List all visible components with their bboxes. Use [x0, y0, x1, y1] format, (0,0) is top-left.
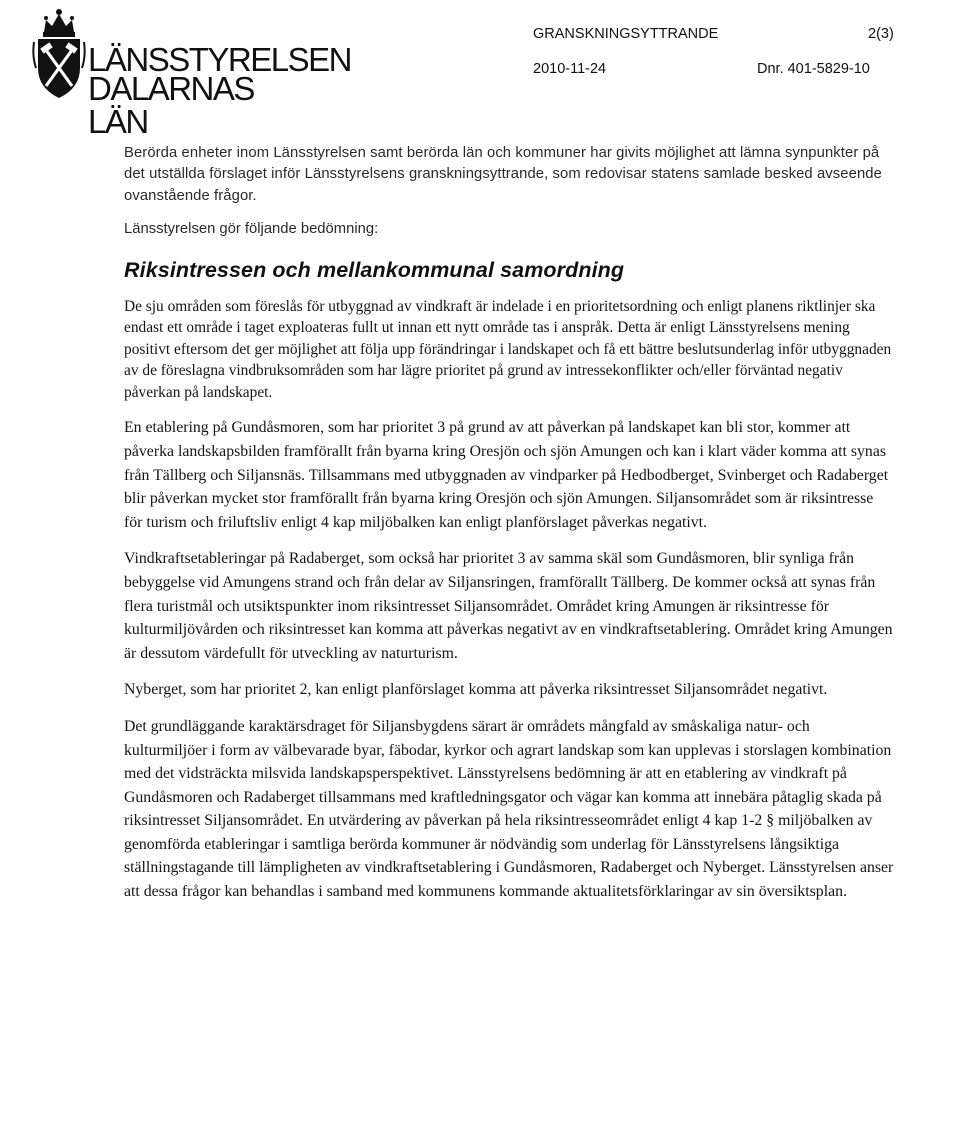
paragraph-gundasmoren: En etablering på Gundåsmoren, som har prioritet 3 på grund av att påverkan på landskapet kan bli stor, kommer att påverka landskapsbilden framförallt från byarna kring Oresjön och sjön Amungen och kan i klart väder komma att synas från Tällberg och Siljansnäs. Tillsammans med utbyggnaden av vindparker på Hedbodberget, Svinberget och Radaberget blir påverkan mycket stor framförallt från byarna kring Oresjön och sjön Amungen. Siljansområdet som är riksintresse för turism och friluftsliv enligt 4 kap miljöbalken kan enligt planförslaget påverkas negativt. [124, 419, 889, 531]
intro-paragraph: Berörda enheter inom Länsstyrelsen samt berörda län och kommuner har givits möjlighet att lämna synpunkter på det utställda förslaget inför Länsstyrelsens granskningsyttrande, som redovisar statens samlade besked avseende ovanstående frågor. [124, 145, 882, 204]
logo-line-2: DALARNAS LÄN [88, 70, 254, 140]
page-number: 2(3) [868, 26, 894, 42]
reference-number: Dnr. 401-5829-10 [757, 61, 870, 77]
section-heading: Riksintressen och mellankommunal samordning [124, 257, 625, 282]
assessment-lead: Länsstyrelsen gör följande bedömning: [124, 220, 379, 237]
agency-logo [32, 6, 351, 140]
paragraph-siljansbygden: Det grundläggande karaktärsdraget för Siljansbygdens särart är områdets mångfald av småskaliga natur- och kulturmiljöer i form av välbevarade byar, fäbodar, kyrkor och agrart landskap som kan upplevas i storslagen kombination med det vidsträckta milsvida landskapsperspektivet. Länsstyrelsens bedömning är att en etablering av vindkraft på Gundåsmoren och Radaberget tillsammans med kraftledningsgator och vägar kan komma att innebära påtaglig skada på riksintresset Siljansområdet. En utvärdering av påverkan på hela riksintresseområdet enligt 4 kap 1-2 § miljöbalken av genomförda etableringar i samtliga berörda kommuner är nödvändig som underlag för Länsstyrelsens långsiktiga ställningstagande till lämpligheten av vindkraftsetablering i Gundåsmoren, Radaberget och Nyberget. Länsstyrelsen anser att dessa frågor kan behandlas i samband med kommunens kommande aktualitetsförklaringar av sin översiktsplan. [124, 717, 894, 901]
document-body [124, 143, 894, 904]
logo-line-1: LÄNSSTYRELSEN [88, 41, 351, 78]
document-type: GRANSKNINGSYTTRANDE [533, 26, 719, 42]
paragraph-nyberget: Nyberget, som har prioritet 2, kan enligt planförslaget komma att påverka riksintresset Siljansområdet negativt. [124, 681, 828, 699]
document-date: 2010-11-24 [533, 61, 607, 77]
paragraph-radaberget: Vindkraftsetableringar på Radaberget, som också har prioritet 3 av samma skäl som Gundåsmoren, blir synliga från bebyggelse vid Amungens strand och från delar av Siljansringen, framförallt Tällberg. De kommer också att synas från flera turistmål och utsiktspunkter inom riksintresset Siljansområdet. Området kring Amungen är riksintresse för kulturmiljövården och riksintresset kan komma att påverkas negativt av en vindkraftsetablering. Området kring Amungen är dessutom värdefullt för utveckling av naturturism. [124, 550, 893, 662]
paragraph-prioritization [124, 296, 894, 404]
coat-of-arms-icon [32, 6, 86, 102]
paragraph-prioritization-part1: De sju områden som föreslås för utbyggnad av vindkraft är indelade i en prioritetsordning och enligt planens riktlinjer ska endast ett område i taget exploateras fullt ut innan ett nytt område tas i anspråk. [124, 297, 876, 337]
paragraph-prioritization-part2: Detta är enligt Länsstyrelsens mening positivt eftersom det ger möjlighet att följa upp förändringar i landskapet och få ett bättre beslutsunderlag inför utbyggnaden av de föreslagna vindbruksområden som har lägre prioritet på grund av intressekonflikter och/eller förväntad negativ påverkan på landskapet. [124, 319, 892, 401]
